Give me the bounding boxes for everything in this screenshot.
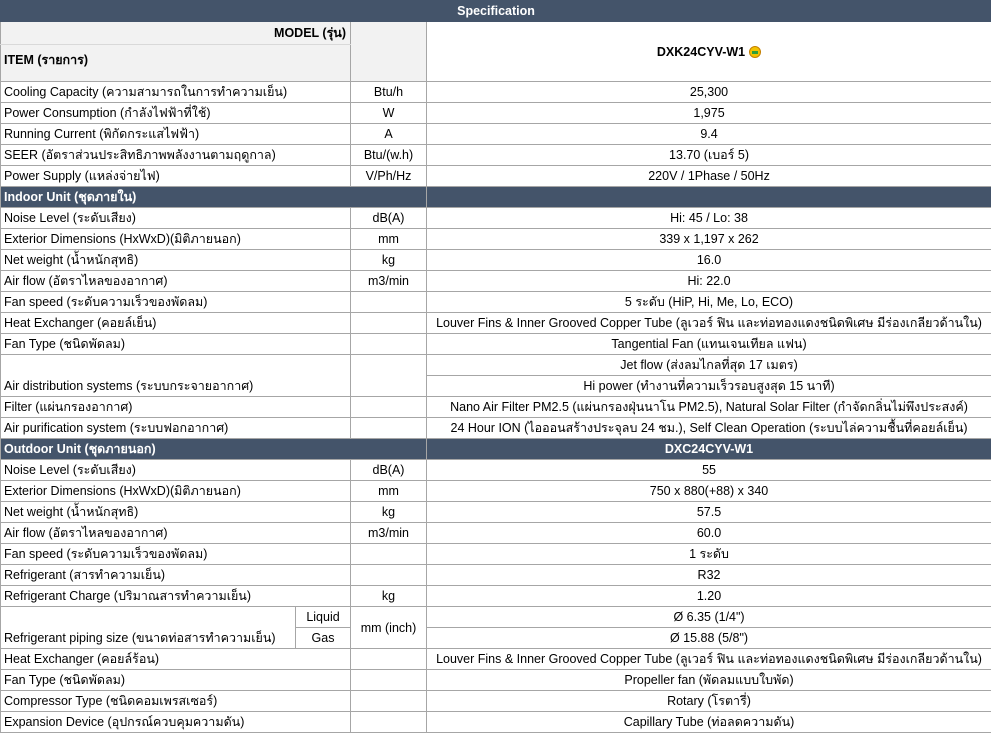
item-label-cell: Power Consumption (กำลังไฟฟ้าที่ใช้) — [1, 103, 351, 124]
unit-cell — [351, 544, 427, 565]
unit-cell: dB(A) — [351, 460, 427, 481]
value-cell: 24 Hour ION (ไอออนสร้างประจุลบ 24 ชม.), Self Clean Operation (ระบบไล่ความชื้นที่คอยล์เย็น) — [427, 418, 991, 439]
item-label-cell: Exterior Dimensions (HxWxD)(มิติภายนอก) — [1, 229, 351, 250]
value-cell: Jet flow (ส่งลมไกลที่สุด 17 เมตร) — [427, 355, 991, 376]
item-label-cell: Refrigerant Charge (ปริมาณสารทำความเย็น) — [1, 586, 351, 607]
item-label-cell: Refrigerant (สารทำความเย็น) — [1, 565, 351, 586]
unit-cell: kg — [351, 250, 427, 271]
spec-title: Specification — [1, 1, 991, 22]
general-row — [1, 82, 991, 103]
outdoor-row — [1, 586, 991, 607]
unit-cell — [351, 649, 427, 670]
outdoor-row — [1, 502, 991, 523]
value-cell: 60.0 — [427, 523, 991, 544]
unit-cell: W — [351, 103, 427, 124]
value-cell: Hi: 45 / Lo: 38 — [427, 208, 991, 229]
value-cell: 57.5 — [427, 502, 991, 523]
item-label-cell: Noise Level (ระดับเสียง) — [1, 460, 351, 481]
value-cell: 16.0 — [427, 250, 991, 271]
unit-cell — [351, 313, 427, 334]
unit-cell: V/Ph/Hz — [351, 166, 427, 187]
unit-header-cell — [351, 22, 427, 82]
general-row — [1, 166, 991, 187]
model-value-cell — [427, 22, 991, 82]
item-label-cell: Air distribution systems (ระบบกระจายอากาศ) — [1, 355, 351, 397]
value-cell: Capillary Tube (ท่อลดความดัน) — [427, 712, 991, 733]
item-label-cell: Exterior Dimensions (HxWxD)(มิติภายนอก) — [1, 481, 351, 502]
outdoor-row — [1, 523, 991, 544]
item-label-cell: Expansion Device (อุปกรณ์ควบคุมความดัน) — [1, 712, 351, 733]
unit-cell: Btu/h — [351, 82, 427, 103]
unit-cell — [351, 292, 427, 313]
unit-cell — [351, 418, 427, 439]
item-label-cell: Air flow (อัตราไหลของอากาศ) — [1, 271, 351, 292]
indoor-row — [1, 208, 991, 229]
model-value: DXK24CYV-W1 — [657, 45, 745, 59]
value-cell: 1 ระดับ — [427, 544, 991, 565]
section-model — [427, 187, 991, 208]
item-label-cell: Fan Type (ชนิดพัดลม) — [1, 670, 351, 691]
item-label-cell: SEER (อัตราส่วนประสิทธิภาพพลังงานตามฤดูกาล) — [1, 145, 351, 166]
item-label-cell: Fan speed (ระดับความเร็วของพัดลม) — [1, 544, 351, 565]
unit-cell: A — [351, 124, 427, 145]
value-cell: Rotary (โรตารี่) — [427, 691, 991, 712]
value-cell: Hi power (ทำงานที่ความเร็วรอบสูงสุด 15 นาที) — [427, 376, 991, 397]
unit-cell: kg — [351, 502, 427, 523]
value-cell: 9.4 — [427, 124, 991, 145]
item-label-cell: Heat Exchanger (คอยล์ร้อน) — [1, 649, 351, 670]
general-row — [1, 145, 991, 166]
value-cell: 750 x 880(+88) x 340 — [427, 481, 991, 502]
outdoor-row — [1, 649, 991, 670]
unit-cell — [351, 691, 427, 712]
gas-label: Gas — [296, 628, 351, 649]
value-cell: Propeller fan (พัดลมแบบใบพัด) — [427, 670, 991, 691]
item-label-cell: Net weight (น้ำหนักสุทธิ) — [1, 502, 351, 523]
outdoor-row — [1, 481, 991, 502]
value-cell: 5 ระดับ (HiP, Hi, Me, Lo, ECO) — [427, 292, 991, 313]
indoor-row — [1, 313, 991, 334]
indoor-row — [1, 250, 991, 271]
item-label-cell: Air flow (อัตราไหลของอากาศ) — [1, 523, 351, 544]
indoor-row — [1, 397, 991, 418]
section-label: Outdoor Unit (ชุดภายนอก) — [1, 439, 427, 460]
item-label-cell: Heat Exchanger (คอยล์เย็น) — [1, 313, 351, 334]
unit-cell — [351, 565, 427, 586]
unit-cell — [351, 334, 427, 355]
indoor-row — [1, 334, 991, 355]
outdoor-row — [1, 691, 991, 712]
unit-cell: kg — [351, 586, 427, 607]
outdoor-row — [1, 712, 991, 733]
item-label-cell: Noise Level (ระดับเสียง) — [1, 208, 351, 229]
value-cell: Tangential Fan (แทนเจนเทียล แฟน) — [427, 334, 991, 355]
general-row — [1, 103, 991, 124]
unit-cell: m3/min — [351, 271, 427, 292]
value-cell: 1.20 — [427, 586, 991, 607]
outdoor-row — [1, 460, 991, 481]
value-cell: 25,300 — [427, 82, 991, 103]
model-label: MODEL (รุ่น) — [1, 22, 351, 45]
air-distribution-row — [1, 355, 991, 376]
value-cell: Louver Fins & Inner Grooved Copper Tube (ลูเวอร์ ฟิน และท่อทองแดงชนิดพิเศษ มีร่องเกลียวด้านใน) — [427, 313, 991, 334]
item-label-cell: Air purification system (ระบบฟอกอากาศ) — [1, 418, 351, 439]
outdoor-section-header — [1, 439, 991, 460]
indoor-row — [1, 418, 991, 439]
piping-row-liquid — [1, 607, 991, 628]
section-label: Indoor Unit (ชุดภายใน) — [1, 187, 427, 208]
unit-cell — [351, 397, 427, 418]
value-cell: 55 — [427, 460, 991, 481]
unit-cell — [351, 355, 427, 397]
outdoor-row — [1, 544, 991, 565]
indoor-row — [1, 271, 991, 292]
energy-label-icon — [749, 46, 761, 58]
unit-cell: Btu/(w.h) — [351, 145, 427, 166]
liquid-label: Liquid — [296, 607, 351, 628]
value-cell: Nano Air Filter PM2.5 (แผ่นกรองฝุ่นนาโน PM2.5), Natural Solar Filter (กำจัดกลิ่นไม่พึงประสงค์) — [427, 397, 991, 418]
section-model: DXC24CYV-W1 — [427, 439, 991, 460]
value-cell: Louver Fins & Inner Grooved Copper Tube (ลูเวอร์ ฟิน และท่อทองแดงชนิดพิเศษ มีร่องเกลียวด้านใน) — [427, 649, 991, 670]
unit-cell — [351, 712, 427, 733]
indoor-row — [1, 292, 991, 313]
unit-cell: mm — [351, 481, 427, 502]
outdoor-row — [1, 670, 991, 691]
general-row — [1, 124, 991, 145]
value-cell: R32 — [427, 565, 991, 586]
item-label-cell: Running Current (พิกัดกระแสไฟฟ้า) — [1, 124, 351, 145]
unit-cell: m3/min — [351, 523, 427, 544]
unit-cell: mm — [351, 229, 427, 250]
value-cell: Ø 15.88 (5/8") — [427, 628, 991, 649]
item-label-cell: Filter (แผ่นกรองอากาศ) — [1, 397, 351, 418]
item-label: ITEM (รายการ) — [1, 45, 351, 82]
item-label-cell: Fan speed (ระดับความเร็วของพัดลม) — [1, 292, 351, 313]
unit-cell: dB(A) — [351, 208, 427, 229]
item-label-cell: Compressor Type (ชนิดคอมเพรสเซอร์) — [1, 691, 351, 712]
outdoor-row — [1, 565, 991, 586]
value-cell: 13.70 (เบอร์ 5) — [427, 145, 991, 166]
item-label-cell: Cooling Capacity (ความสามารถในการทำความเย็น) — [1, 82, 351, 103]
item-label-cell: Fan Type (ชนิดพัดลม) — [1, 334, 351, 355]
item-label-cell: Refrigerant piping size (ขนาดท่อสารทำความเย็น) — [1, 607, 296, 649]
unit-cell — [351, 670, 427, 691]
indoor-row — [1, 229, 991, 250]
value-cell: Hi: 22.0 — [427, 271, 991, 292]
value-cell: 1,975 — [427, 103, 991, 124]
unit-cell: mm (inch) — [351, 607, 427, 649]
item-label-cell: Net weight (น้ำหนักสุทธิ) — [1, 250, 351, 271]
item-label-cell: Power Supply (แหล่งจ่ายไฟ) — [1, 166, 351, 187]
value-cell: 339 x 1,197 x 262 — [427, 229, 991, 250]
value-cell: Ø 6.35 (1/4") — [427, 607, 991, 628]
indoor-section-header — [1, 187, 991, 208]
value-cell: 220V / 1Phase / 50Hz — [427, 166, 991, 187]
